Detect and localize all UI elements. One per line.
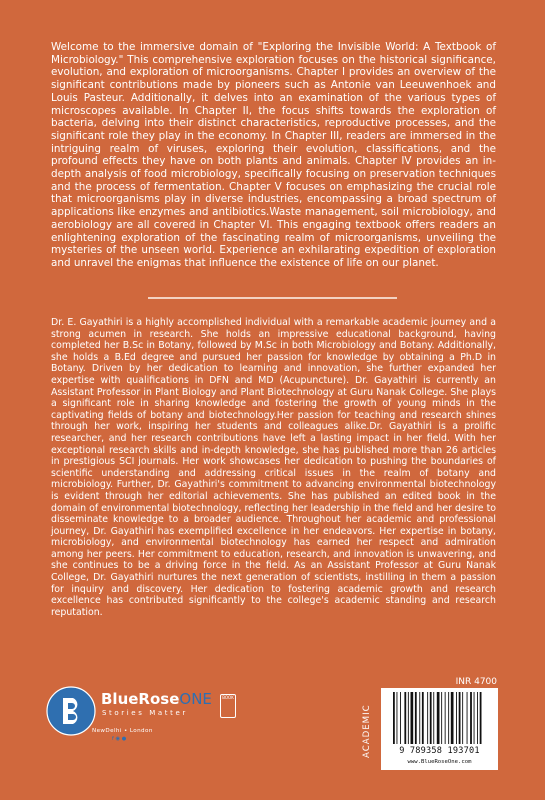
price-label: INR 4700 bbox=[455, 677, 497, 687]
publisher-website: www.BlueRoseOne.com bbox=[407, 759, 472, 765]
publisher-tagline: Stories Matter bbox=[102, 709, 188, 717]
social-icons: f ◉ ● bbox=[112, 736, 127, 742]
category-label: ACADEMIC bbox=[362, 704, 372, 758]
back-cover-blurb: Welcome to the immersive domain of "Exploring the Invisible World: A Textbook of Microbiology." This comprehensive exploration focuses on the historical significance, evolution, and exploration of microorganisms. Chapter I provides an overview of the significant contributions made by pioneers such as Antonie van Leeuwenhoek and Louis Pasteur. Additionally, it delves into an examination of the various types of microscopes available. In Chapter II, the focus shifts towards the exploration of bacteria, delving into their distinct characteristics, reproductive processes, and the significant role they play in the economy. In Chapter III, readers are immersed in the intriguing realm of viruses, exploring their evolution, classifications, and the profound effects they have on both plants and animals. Chapter IV provides an in-depth analysis of food microbiology, specifically focusing on preservation techniques and the process of fermentation. Chapter V focuses on emphasizing the crucial role that microorganisms play in diverse industries, encompassing a broad spectrum of applications like enzymes and antibiotics.Waste management, soil microbiology, and aerobiology are all covered in Chapter VI. This engaging textbook offers readers an enlightening exploration of the fascinating realm of microorganisms, unveiling the mysteries of the unseen world. Experience an exhilarating expedition of exploration and unravel the enigmas that influence the existence of life on our planet. bbox=[51, 41, 496, 269]
isbn-number: 9 789358 193701 bbox=[399, 746, 480, 756]
section-divider bbox=[148, 297, 397, 299]
author-bio: Dr. E. Gayathiri is a highly accomplished individual with a remarkable academic journey and a strong acumen in research. She holds an impressive educational background, having completed her B.Sc in Botany, followed by M.Sc in both Microbiology and Botany. Additionally, she holds a B.Ed degree and pursued her passion for knowledge by obtaining a Ph.D in Botany. Driven by her dedication to learning and innovation, she further expanded her expertise with qualifications in DFN and MD (Acupuncture). Dr. Gayathiri is currently an Assistant Professor in Plant Biology and Plant Biotechnology at Guru Nanak College. She plays a significant role in sharing knowledge and fostering the growth of young minds in the captivating fields of botany and biotechnology.Her passion for teaching and research shines through her work, inspiring her students and colleagues alike.Dr. Gayathiri is a prolific researcher, and her research contributions have left a lasting impact in her field. With her exceptional research skills and in-depth knowledge, she has published more than 26 articles in prestigious SCI journals. Her work showcases her dedication to pushing the boundaries of scientific understanding and addressing critical issues in the realm of botany and microbiology. Further, Dr. Gayathiri's commitment to advancing environmental biotechnology is evident through her editorial achievements. She has published an edited book in the domain of environmental biotechnology, reflecting her leadership in the field and her desire to disseminate knowledge to a broader audience. Throughout her academic and professional journey, Dr. Gayathiri has exemplified excellence in her endeavors. Her expertise in botany, microbiology, and environmental biotechnology has earned her respect and admiration among her peers. Her commitment to education, research, and innovation is unwavering, and she continues to be a driving force in the field. As an Assistant Professor at Guru Nanak College, Dr. Gayathiri nurtures the next generation of scientists, instilling in them a passion for inquiry and discovery. Her dedication to fostering academic growth and research excellence has contributed significantly to the college's academic standing and research reputation. bbox=[51, 317, 496, 618]
barcode-icon bbox=[393, 692, 486, 744]
publisher-cities: NewDelhi • London bbox=[92, 728, 153, 734]
barcode-panel bbox=[381, 688, 498, 770]
publisher-badge: BOOK bbox=[220, 694, 236, 718]
publisher-name: BlueRoseONE bbox=[101, 690, 212, 708]
bluerose-logo-icon bbox=[46, 686, 96, 736]
publisher-block bbox=[46, 686, 246, 746]
